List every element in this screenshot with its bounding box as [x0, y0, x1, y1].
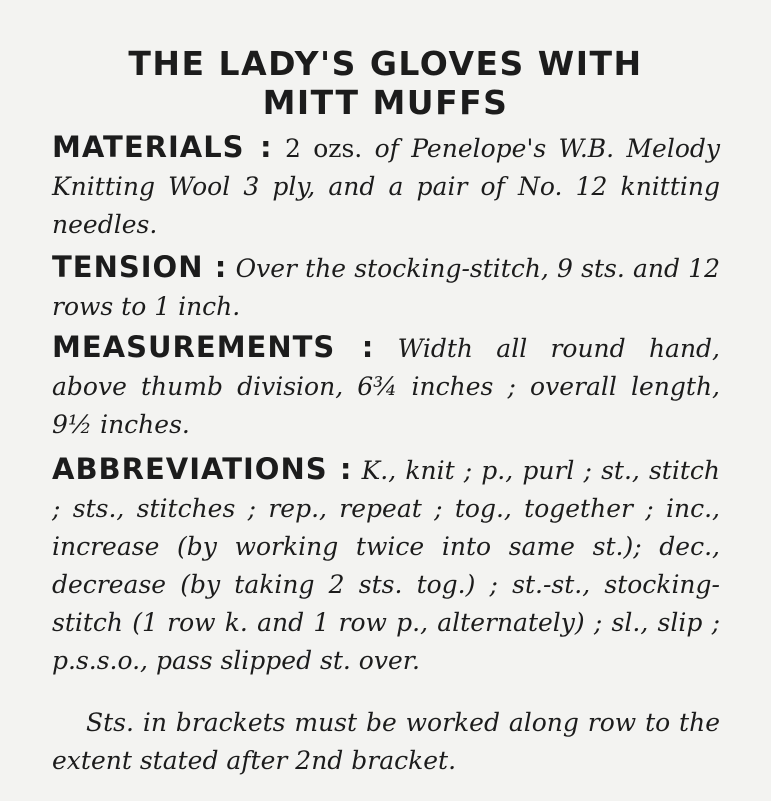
abbreviations-heading: ABBREVIATIONS :: [52, 452, 353, 486]
tension-section: [52, 248, 720, 326]
title-line-1: THE LADY'S GLOVES WITH: [128, 44, 643, 83]
tension-heading: TENSION :: [52, 250, 228, 284]
title-line-2: MITT MUFFS: [262, 83, 509, 122]
measurements-heading: MEASUREMENTS :: [52, 330, 375, 364]
measurements-text: Width all round hand, above thumb division, 6¾ inches ; overall length, 9½ inches.: [52, 334, 720, 439]
abbreviations-section: [52, 450, 720, 680]
materials-quantity: 2 ozs.: [285, 134, 363, 163]
brackets-note: Sts. in brackets must be worked along row to the extent stated after 2nd bracket.: [52, 708, 720, 775]
abbreviations-text: K., knit ; p., purl ; st., stitch ; sts., stitches ; rep., repeat ; tog., together ; inc., increase (by working twice into same st.); dec., decrease (by taking 2 sts. tog.) ; st.-st., stocking-stitch (1 row k. and 1 row p., alternately) ; sl., slip ; p.s.s.o., pass slipped st. over.: [52, 456, 720, 675]
materials-section: [52, 128, 720, 244]
materials-text: of Penelope's W.B. Melody Knitting Wool 3 ply, and a pair of No. 12 knitting needles.: [52, 134, 720, 239]
materials-heading: MATERIALS :: [52, 130, 273, 164]
measurements-section: [52, 328, 720, 444]
tension-text: Over the stocking-stitch, 9 sts. and 12 rows to 1 inch.: [52, 254, 720, 321]
